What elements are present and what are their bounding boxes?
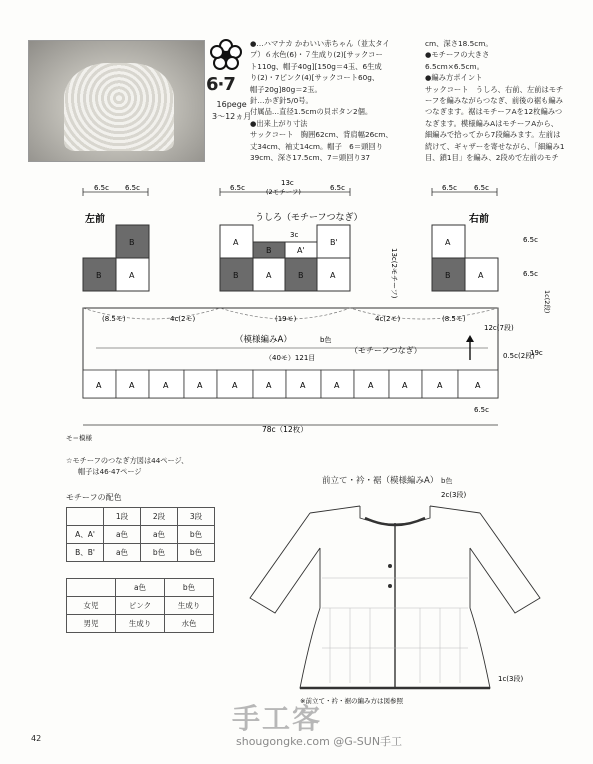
- page-number: 42: [31, 734, 42, 743]
- table-cell: 生成り: [165, 597, 214, 615]
- page-ref: 16pege: [216, 100, 247, 109]
- right-front-label: 右前: [469, 214, 489, 225]
- table-header-cell: 1段: [104, 508, 141, 526]
- motif-b: B: [233, 271, 239, 280]
- sweater-image: [64, 63, 174, 151]
- motif-join-label: （モチーフつなぎ）: [350, 346, 422, 355]
- table-row: [67, 508, 215, 526]
- right-dim: 19c: [530, 349, 543, 357]
- dim-label: 6.5c: [125, 184, 140, 192]
- yoke-label: 4c(2モ): [170, 315, 196, 323]
- table-row: [67, 597, 214, 615]
- finishing-title-text: 前立て・衿・裾（模様編みA）: [322, 476, 439, 486]
- note-line-2: 帽子は46·47ページ: [78, 467, 142, 476]
- note-line-1: ☆モチーフのつなぎ方図は44ページ、: [66, 456, 189, 465]
- motif-a: A: [129, 271, 135, 280]
- table-header-cell: a色: [116, 579, 165, 597]
- table-cell: 男児: [67, 615, 116, 633]
- watermark-logo: 手工客: [232, 702, 323, 735]
- table-cell: 水色: [165, 615, 214, 633]
- table-header-cell: [67, 579, 116, 597]
- back-label: うしろ（モチーフつなぎ）: [255, 213, 363, 223]
- dim-label: (2モチーフ): [266, 188, 301, 196]
- motif-a: A: [232, 381, 238, 390]
- text-line: ●…ハマナカ かわいい赤ちゃん（並太タイ: [250, 39, 390, 48]
- color-table: [66, 507, 215, 562]
- text-line: プ）６水色(6)・７生成り(2)[サックコー: [250, 50, 383, 60]
- table-cell: A、A': [67, 526, 104, 544]
- text-line: ●出来上がり寸法: [250, 118, 308, 128]
- table-cell: 女児: [67, 597, 116, 615]
- collar-dim: 2c(3段): [441, 491, 467, 499]
- right-dim: 0.5c(2段): [503, 352, 535, 360]
- text-line: ●モチーフの大きさ: [425, 50, 490, 60]
- finishing-title: [322, 474, 452, 486]
- table-header-cell: [67, 508, 104, 526]
- legend: モ＝模様: [66, 434, 92, 442]
- motif-a: A: [163, 381, 169, 390]
- motif-a: A: [197, 381, 203, 390]
- hem-dim: 1c(3段): [498, 675, 524, 683]
- pattern-number: 6·7: [206, 74, 235, 95]
- motif-a: A: [445, 238, 451, 247]
- motif-b: B: [96, 271, 102, 280]
- motif-a: A: [368, 381, 374, 390]
- materials-text: [250, 38, 420, 163]
- table-cell: b色: [178, 544, 215, 562]
- text-line: 続けて、ギャザーを寄せながら、「細編み1: [425, 141, 565, 151]
- motif-a: A: [475, 381, 481, 390]
- dim-label: 6.5c: [230, 184, 245, 192]
- right-dim: 6.5c: [474, 406, 489, 414]
- text-line: ーフを編みながらつなぎ、前後の裾も編み: [425, 96, 563, 106]
- text-line: つなぎます。裾はモチーフAを12枚編みつ: [425, 107, 563, 117]
- motif-a: A: [402, 381, 408, 390]
- age-range: 3〜12ヵ月: [212, 112, 252, 121]
- motif-b: B: [445, 271, 451, 280]
- button-icon: [388, 564, 392, 568]
- motif-b: B: [266, 246, 272, 255]
- table-header-cell: 3段: [178, 508, 215, 526]
- text-line: 丈34cm、袖丈14cm。帽子 6＝頭回り: [250, 141, 384, 151]
- dim-label: 6.5c: [94, 184, 109, 192]
- motif-b: B: [298, 271, 304, 280]
- arrow-head-icon: [466, 335, 474, 342]
- dim-label: 6.5c: [442, 184, 457, 192]
- armhole-dim: 13c(2モチーフ): [390, 248, 398, 299]
- motif-a: A: [300, 381, 306, 390]
- text-line: サックコート 胸囲62cm、背肩幅26cm、: [250, 130, 393, 140]
- text-line: 39cm、深さ17.5cm、7＝頭回り37: [250, 153, 371, 163]
- motif-a: A: [334, 381, 340, 390]
- pattern-color: b色: [320, 336, 332, 344]
- neck-dim: 3c: [290, 231, 299, 239]
- text-line: り(2)・7ピンク(4)[サックコート60g、: [250, 73, 380, 83]
- garment-photo: [28, 40, 205, 162]
- dim-label: 13c: [281, 180, 294, 187]
- finishing-diagram: [240, 488, 550, 708]
- text-line: 付属品…直径1.5cmの貝ボタン2個。: [250, 107, 373, 117]
- table-cell: b色: [141, 544, 178, 562]
- text-line: 針…かぎ針5/0号。: [250, 96, 313, 106]
- watermark-url: shougongke.com @G-SUN手工: [236, 735, 403, 748]
- table-cell: a色: [141, 526, 178, 544]
- pattern-label: （模様編みA）: [235, 335, 292, 345]
- table-row: [67, 526, 215, 544]
- text-line: サックコート うしろ、右前、左前はモチ: [425, 84, 564, 94]
- text-line: ●編み方ポイント: [425, 73, 483, 83]
- motif-a-prime: A': [297, 246, 305, 255]
- table-row: [67, 544, 215, 562]
- technique-text: [425, 38, 585, 163]
- right-dim: 12c(7段): [484, 324, 514, 332]
- schematic-diagram: [0, 180, 593, 450]
- yoke-label: (8.5モ): [442, 315, 466, 323]
- motif-a: A: [266, 271, 272, 280]
- side-dim-small: 1c(2段): [543, 290, 551, 314]
- text-line: 目、鎖1目」を編み、2段めで左前のモチ: [425, 153, 559, 163]
- left-front-label: 左前: [85, 214, 105, 225]
- table-cell: B、B': [67, 544, 104, 562]
- dim-label: 6.5c: [330, 184, 345, 192]
- yoke-label: (19モ): [275, 315, 297, 323]
- text-line: 6.5cm×6.5cm。: [425, 61, 484, 71]
- text-line: なぎます。模様編みAはモチーフAから、: [425, 118, 559, 128]
- text-line: 帽子20g]80g＝2玉。: [250, 84, 322, 94]
- table-cell: a色: [104, 544, 141, 562]
- table-header-cell: 2段: [141, 508, 178, 526]
- count-label: （40モ）121目: [265, 354, 316, 362]
- table-cell: b色: [178, 526, 215, 544]
- yoke-label: 4c(2モ): [375, 315, 401, 323]
- motif-a: A: [266, 381, 272, 390]
- table-cell: 生成り: [116, 615, 165, 633]
- motif-a: A: [129, 381, 135, 390]
- page-age-info: [212, 99, 251, 123]
- button-icon: [388, 584, 392, 588]
- finishing-footnote: ※前立て・衿・裾の編み方は図参照: [300, 697, 403, 705]
- table-row: [67, 579, 214, 597]
- motif-a: A: [478, 271, 484, 280]
- table-cell: a色: [104, 526, 141, 544]
- table-cell: ピンク: [116, 597, 165, 615]
- text-line: 細編みで拾ってから7段編みます。左前は: [425, 130, 561, 140]
- side-dim: 6.5c: [523, 236, 538, 244]
- flower-icon: [209, 38, 243, 72]
- motif-a: A: [233, 238, 239, 247]
- motif-b: B: [129, 238, 135, 247]
- dim-label: 6.5c: [474, 184, 489, 192]
- motif-b-prime: B': [330, 238, 338, 247]
- text-line: cm、深さ18.5cm。: [425, 39, 493, 48]
- color-table-title: モチーフの配色: [66, 493, 122, 502]
- text-line: ト110g、帽子40g][150g＝4玉、6生成: [250, 61, 382, 71]
- motif-a: A: [96, 381, 102, 390]
- finishing-color: b色: [441, 477, 453, 485]
- table-row: [67, 615, 214, 633]
- motif-a: A: [437, 381, 443, 390]
- motif-a: A: [330, 271, 336, 280]
- table-header-cell: b色: [165, 579, 214, 597]
- yarn-color-table: [66, 578, 214, 633]
- yoke-label: (8.5モ): [102, 315, 126, 323]
- bottom-dim: 78c（12枚）: [262, 425, 308, 434]
- side-dim: 6.5c: [523, 270, 538, 278]
